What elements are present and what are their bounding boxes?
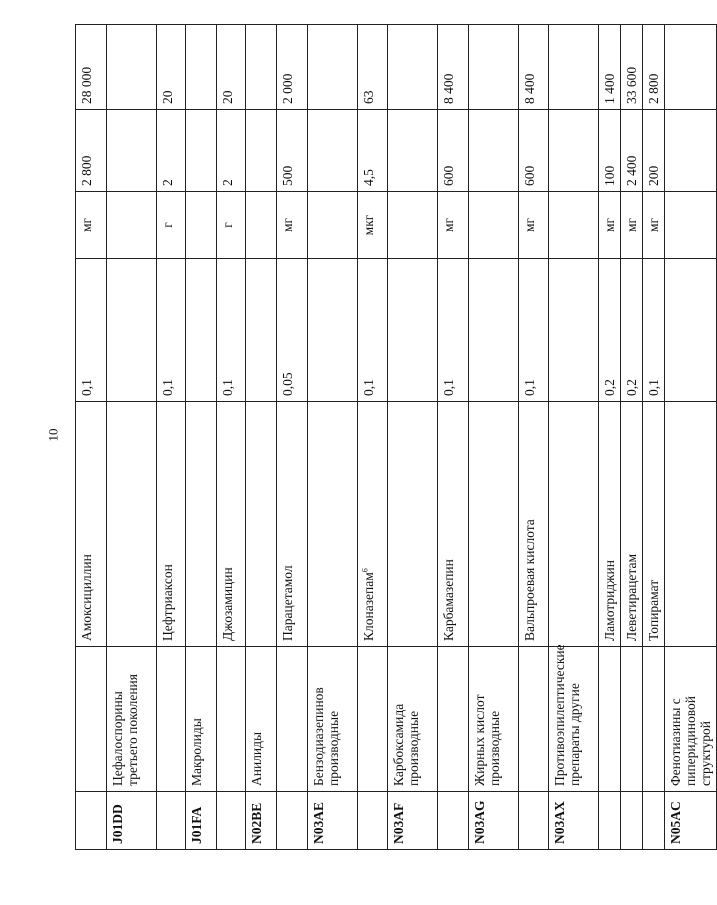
cell-dose <box>186 259 217 402</box>
cell-code <box>621 792 643 850</box>
cell-name <box>643 402 665 647</box>
dose-text: 0,1 <box>522 379 537 396</box>
cell-code <box>107 792 157 850</box>
cell-total <box>388 25 438 110</box>
cell-total <box>277 25 308 110</box>
cell-name <box>388 402 438 647</box>
name-text: Ламотриджин <box>602 560 617 641</box>
dose-text: 0,1 <box>361 379 376 396</box>
dose-text: 0,1 <box>220 379 235 396</box>
cell-total <box>519 25 549 110</box>
cell-group <box>157 647 186 792</box>
cell-total <box>665 25 717 110</box>
cell-ddd <box>217 110 246 192</box>
code-text: N03AF <box>391 802 406 844</box>
cell-code <box>643 792 665 850</box>
unit-text: мг <box>441 217 456 233</box>
cell-unit <box>438 192 469 259</box>
page-number <box>46 420 60 450</box>
table-row <box>308 25 358 850</box>
cell-ddd <box>76 110 107 192</box>
group-text: Фенотиазины с пиперидиновой структурой <box>668 696 713 786</box>
cell-total <box>469 25 519 110</box>
code-text: J01DD <box>110 804 125 844</box>
cell-ddd <box>469 110 519 192</box>
cell-code <box>157 792 186 850</box>
ddd-text: 100 <box>602 165 617 186</box>
table-row <box>621 25 643 850</box>
dose-text: 0,1 <box>646 379 661 396</box>
cell-unit <box>358 192 388 259</box>
unit-text: г <box>220 222 235 228</box>
dose-text: 0,1 <box>79 379 94 396</box>
cell-total <box>107 25 157 110</box>
total-text: 20 <box>220 90 235 104</box>
unit-text: г <box>160 222 175 228</box>
cell-group <box>217 647 246 792</box>
cell-ddd <box>358 110 388 192</box>
cell-unit <box>76 192 107 259</box>
table-row <box>246 25 277 850</box>
table-row <box>643 25 665 850</box>
cell-unit <box>549 192 599 259</box>
cell-unit <box>308 192 358 259</box>
cell-name <box>246 402 277 647</box>
cell-group <box>358 647 388 792</box>
group-text: Противоэпилептические препараты другие <box>552 644 582 786</box>
ddd-text: 500 <box>280 165 295 186</box>
rotated-table-frame <box>75 25 713 850</box>
dose-text: 0,2 <box>602 379 617 396</box>
cell-code <box>186 792 217 850</box>
cell-dose <box>107 259 157 402</box>
cell-ddd <box>519 110 549 192</box>
cell-group <box>388 647 438 792</box>
cell-total <box>246 25 277 110</box>
cell-unit <box>157 192 186 259</box>
ddd-text: 2 400 <box>624 155 639 186</box>
cell-ddd <box>157 110 186 192</box>
cell-name <box>76 402 107 647</box>
cell-group <box>76 647 107 792</box>
cell-group <box>246 647 277 792</box>
cell-dose <box>665 259 717 402</box>
total-text: 20 <box>160 90 175 104</box>
cell-name <box>107 402 157 647</box>
dose-text: 0,05 <box>280 372 295 396</box>
total-text: 8 400 <box>441 73 456 104</box>
cell-unit <box>217 192 246 259</box>
cell-dose <box>469 259 519 402</box>
name-text: Топирамат <box>646 579 661 641</box>
cell-dose <box>308 259 358 402</box>
cell-ddd <box>665 110 717 192</box>
cell-group <box>519 647 549 792</box>
ddd-text: 2 800 <box>79 155 94 186</box>
cell-name <box>217 402 246 647</box>
name-text: Клоназепам <box>361 572 376 641</box>
cell-name <box>519 402 549 647</box>
table-row <box>358 25 388 850</box>
cell-dose <box>388 259 438 402</box>
cell-dose <box>217 259 246 402</box>
cell-code <box>549 792 599 850</box>
cell-unit <box>599 192 621 259</box>
table-row <box>107 25 157 850</box>
cell-code <box>217 792 246 850</box>
cell-ddd <box>643 110 665 192</box>
footnote-marker: 6 <box>360 568 370 573</box>
table-row <box>76 25 107 850</box>
cell-dose <box>643 259 665 402</box>
ddd-text: 600 <box>522 165 537 186</box>
unit-text: мг <box>624 217 639 233</box>
table-row <box>599 25 621 850</box>
cell-ddd <box>388 110 438 192</box>
cell-code <box>599 792 621 850</box>
total-text: 1 400 <box>602 73 617 104</box>
cell-group <box>599 647 621 792</box>
group-text: Макролиды <box>189 718 204 786</box>
unit-text: мг <box>602 217 617 233</box>
cell-name <box>621 402 643 647</box>
total-text: 2 800 <box>646 73 661 104</box>
total-text: 8 400 <box>522 73 537 104</box>
cell-group <box>665 647 717 792</box>
cell-name <box>308 402 358 647</box>
table-row <box>549 25 599 850</box>
drug-table <box>75 24 717 850</box>
group-text: Жирных кислот производные <box>472 694 502 786</box>
cell-dose <box>599 259 621 402</box>
table-body <box>76 25 717 850</box>
cell-total <box>157 25 186 110</box>
name-text: Вальпроевая кислота <box>522 519 537 641</box>
cell-group <box>438 647 469 792</box>
cell-ddd <box>246 110 277 192</box>
cell-group <box>107 647 157 792</box>
cell-group <box>549 644 599 792</box>
ddd-text: 2 <box>160 179 175 186</box>
code-text: N02BE <box>249 802 264 844</box>
name-text: Карбамазепин <box>441 559 456 641</box>
cell-ddd <box>599 110 621 192</box>
unit-text: мг <box>79 217 94 233</box>
cell-ddd <box>308 110 358 192</box>
table-row <box>388 25 438 850</box>
ddd-text: 4,5 <box>361 169 376 186</box>
cell-name <box>599 402 621 647</box>
cell-group <box>277 647 308 792</box>
unit-text: мкг <box>361 214 376 236</box>
code-text: N05AC <box>668 801 683 844</box>
ddd-text: 600 <box>441 165 456 186</box>
cell-total <box>621 25 643 110</box>
cell-dose <box>621 259 643 402</box>
dose-text: 0,2 <box>624 379 639 396</box>
group-text: Анилиды <box>249 731 264 786</box>
cell-group <box>308 647 358 792</box>
cell-group <box>186 647 217 792</box>
cell-code <box>388 792 438 850</box>
cell-unit <box>469 192 519 259</box>
cell-dose <box>519 259 549 402</box>
name-text: Леветирацетам <box>624 553 639 641</box>
unit-text: мг <box>280 217 295 233</box>
dose-text: 0,1 <box>160 379 175 396</box>
cell-total <box>643 25 665 110</box>
cell-total <box>186 25 217 110</box>
cell-code <box>665 792 717 850</box>
table-row <box>217 25 246 850</box>
unit-text: мг <box>522 217 537 233</box>
total-text: 2 000 <box>280 73 295 104</box>
cell-code <box>469 792 519 850</box>
cell-total <box>599 25 621 110</box>
cell-ddd <box>438 110 469 192</box>
cell-name <box>665 402 717 647</box>
cell-total <box>438 25 469 110</box>
cell-total <box>76 25 107 110</box>
unit-text: мг <box>646 217 661 233</box>
cell-dose <box>157 259 186 402</box>
cell-code <box>438 792 469 850</box>
cell-dose <box>438 259 469 402</box>
cell-dose <box>358 259 388 402</box>
cell-unit <box>246 192 277 259</box>
cell-dose <box>76 259 107 402</box>
cell-unit <box>621 192 643 259</box>
total-text: 33 600 <box>624 66 639 104</box>
cell-code <box>76 792 107 850</box>
cell-group <box>469 647 519 792</box>
code-text: N03AX <box>552 801 567 844</box>
name-text: Парацетамол <box>280 565 295 641</box>
cell-dose <box>277 259 308 402</box>
cell-code <box>277 792 308 850</box>
cell-total <box>308 25 358 110</box>
total-text: 28 000 <box>79 66 94 104</box>
cell-ddd <box>107 110 157 192</box>
cell-name <box>186 402 217 647</box>
cell-ddd <box>549 110 599 192</box>
cell-name <box>469 402 519 647</box>
cell-unit <box>186 192 217 259</box>
code-text: N03AE <box>311 801 326 844</box>
cell-group <box>621 647 643 792</box>
code-text: N03AG <box>472 800 487 844</box>
cell-code <box>519 792 549 850</box>
cell-unit <box>107 192 157 259</box>
cell-unit <box>665 192 717 259</box>
ddd-text: 200 <box>646 165 661 186</box>
table-row <box>186 25 217 850</box>
table-row <box>665 25 717 850</box>
cell-total <box>217 25 246 110</box>
dose-text: 0,1 <box>441 379 456 396</box>
group-text: Бензодиазепинов производные <box>311 687 341 786</box>
cell-name <box>549 402 599 647</box>
cell-name <box>438 402 469 647</box>
page-number-text: 10 <box>45 428 60 442</box>
name-text: Цефтриаксон <box>160 564 175 641</box>
cell-group <box>643 647 665 792</box>
table-row <box>469 25 519 850</box>
group-text: Цефалоспорины третьего поколения <box>110 674 140 786</box>
cell-name <box>157 402 186 647</box>
cell-code <box>358 792 388 850</box>
group-text: Карбоксамида производные <box>391 703 421 786</box>
name-text: Амоксициллин <box>79 554 94 641</box>
cell-name <box>277 402 308 647</box>
cell-unit <box>388 192 438 259</box>
cell-ddd <box>621 110 643 192</box>
cell-code <box>246 792 277 850</box>
cell-total <box>358 25 388 110</box>
code-text: J01FA <box>189 806 204 844</box>
cell-unit <box>277 192 308 259</box>
cell-dose <box>246 259 277 402</box>
ddd-text: 2 <box>220 179 235 186</box>
cell-code <box>308 792 358 850</box>
cell-unit <box>519 192 549 259</box>
table-row <box>438 25 469 850</box>
name-text: Джозамицин <box>220 567 235 641</box>
table-row <box>277 25 308 850</box>
total-text: 63 <box>361 90 376 104</box>
cell-dose <box>549 259 599 402</box>
cell-name <box>358 402 388 647</box>
cell-total <box>549 25 599 110</box>
table-row <box>519 25 549 850</box>
cell-unit <box>643 192 665 259</box>
cell-ddd <box>186 110 217 192</box>
table-row <box>157 25 186 850</box>
cell-ddd <box>277 110 308 192</box>
